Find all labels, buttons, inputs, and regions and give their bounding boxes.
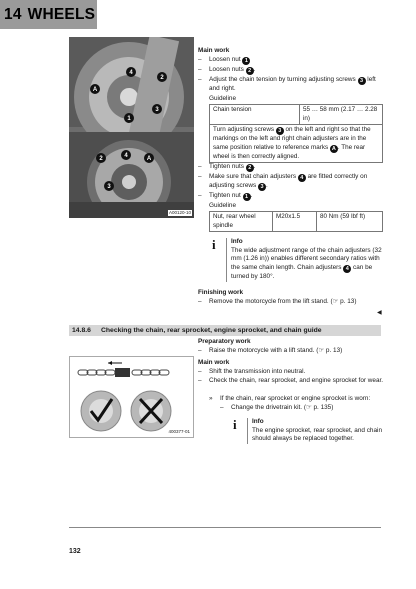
info-icon: i	[233, 417, 237, 432]
chapter-number: 14	[4, 6, 22, 23]
ref-3-icon: 3	[358, 77, 366, 85]
svg-text:3: 3	[107, 184, 111, 191]
step-tighten-nuts: – Tighten nuts 2 .	[198, 163, 256, 171]
torque-thread: M20x1.5	[273, 212, 317, 232]
rear-wheel-illustration	[69, 37, 194, 218]
svg-text:3: 3	[155, 107, 159, 114]
svg-text:2: 2	[160, 75, 164, 82]
info-box-adjusters	[212, 238, 384, 282]
section-heading	[69, 325, 381, 336]
preparatory-work-heading: Preparatory work	[198, 338, 251, 345]
guideline-label: Guideline	[209, 95, 237, 102]
step-remove-motorcycle: – Remove the motorcycle from the lift stand. (☞ p. 13)	[198, 298, 357, 305]
info-text: The wide adjustment range of the chain adjusters (32 mm (1.26 in)) enables different secondary ratios with the same chain length. Chain adjusters 4 can be turned by 180°.	[231, 246, 382, 280]
step-adjust-chain: – Adjust the chain tension by turning adjusting screws 3 left and right.	[198, 76, 376, 92]
page-ref-icon: ☞	[332, 298, 339, 305]
step-raise-motorcycle: – Raise the motorcycle with a lift stand. (☞ p. 13)	[198, 347, 343, 354]
section-number: 14.8.6	[72, 327, 91, 334]
step-shift-neutral: – Shift the transmission into neutral.	[198, 368, 306, 375]
section-title: Checking the chain, rear sprocket, engine sprocket, and chain guide	[101, 327, 322, 334]
page-ref-icon: ☞	[318, 347, 325, 354]
chapter-header	[0, 0, 97, 29]
image-code: A00120-10	[168, 209, 191, 215]
page-number: 132	[69, 548, 81, 555]
info-title: Info	[231, 238, 243, 245]
step-check-adjusters: – Make sure that chain adjusters 4 are fitted correctly on adjusting screws 3 .	[198, 173, 368, 190]
ref-2-icon: 2	[246, 67, 254, 75]
info-text: The engine sprocket, rear sprocket, and chain should always be replaced together.	[252, 426, 383, 443]
step-loosen-nuts: – Loosen nuts 2 .	[198, 66, 256, 74]
svg-text:4: 4	[129, 70, 133, 77]
rear-wheel-photo	[69, 37, 194, 218]
image-code: 400377-01	[168, 428, 190, 434]
guideline-label-2: Guideline	[209, 202, 237, 209]
step-tighten-nut: – Tighten nut 1 .	[198, 192, 253, 200]
chain-sprocket-illustration	[69, 356, 194, 438]
svg-text:1: 1	[127, 116, 131, 123]
svg-text:A: A	[92, 87, 98, 94]
continue-marker-icon: ◀	[377, 310, 382, 316]
info-icon: i	[212, 237, 216, 252]
step-change-drivetrain: – Change the drivetrain kit. (☞ p. 135)	[220, 404, 334, 411]
step-check-wear: – Check the chain, rear sprocket, and engine sprocket for wear.	[198, 377, 384, 384]
chain-wear-diagram	[70, 357, 194, 438]
condition-worn: » If the chain, rear sprocket or engine sprocket is worn:	[209, 395, 371, 402]
chain-tension-note: Turn adjusting screws 3 on the left and right so that the markings on the left and right chain adjusters are in the same position relative to reference marks A . The rear wheel is then correctly aligned.	[210, 125, 383, 163]
chain-tension-value: 55 … 58 mm (2.17 … 2.28 in)	[300, 105, 383, 125]
info-title: Info	[252, 418, 264, 425]
step-loosen-nut: – Loosen nut 1	[198, 56, 384, 65]
torque-value: 80 Nm (59 lbf ft)	[317, 212, 383, 232]
chain-tension-table	[209, 104, 383, 163]
torque-label: Nut, rear wheel spindle	[210, 212, 273, 232]
chapter-title: WHEELS	[27, 6, 96, 23]
svg-text:A: A	[146, 156, 152, 163]
ref-1-icon: 1	[242, 57, 250, 65]
svg-text:2: 2	[99, 156, 103, 163]
footer-rule	[69, 527, 381, 528]
info-box-replace	[233, 418, 383, 444]
page-ref-icon: ☞	[305, 404, 312, 411]
svg-text:4: 4	[124, 153, 128, 160]
chain-tension-label: Chain tension	[210, 105, 300, 125]
finishing-work-heading: Finishing work	[198, 289, 244, 296]
main-work-heading-2: Main work	[198, 359, 230, 366]
torque-table	[209, 211, 383, 232]
main-work-heading: Main work	[198, 47, 230, 54]
